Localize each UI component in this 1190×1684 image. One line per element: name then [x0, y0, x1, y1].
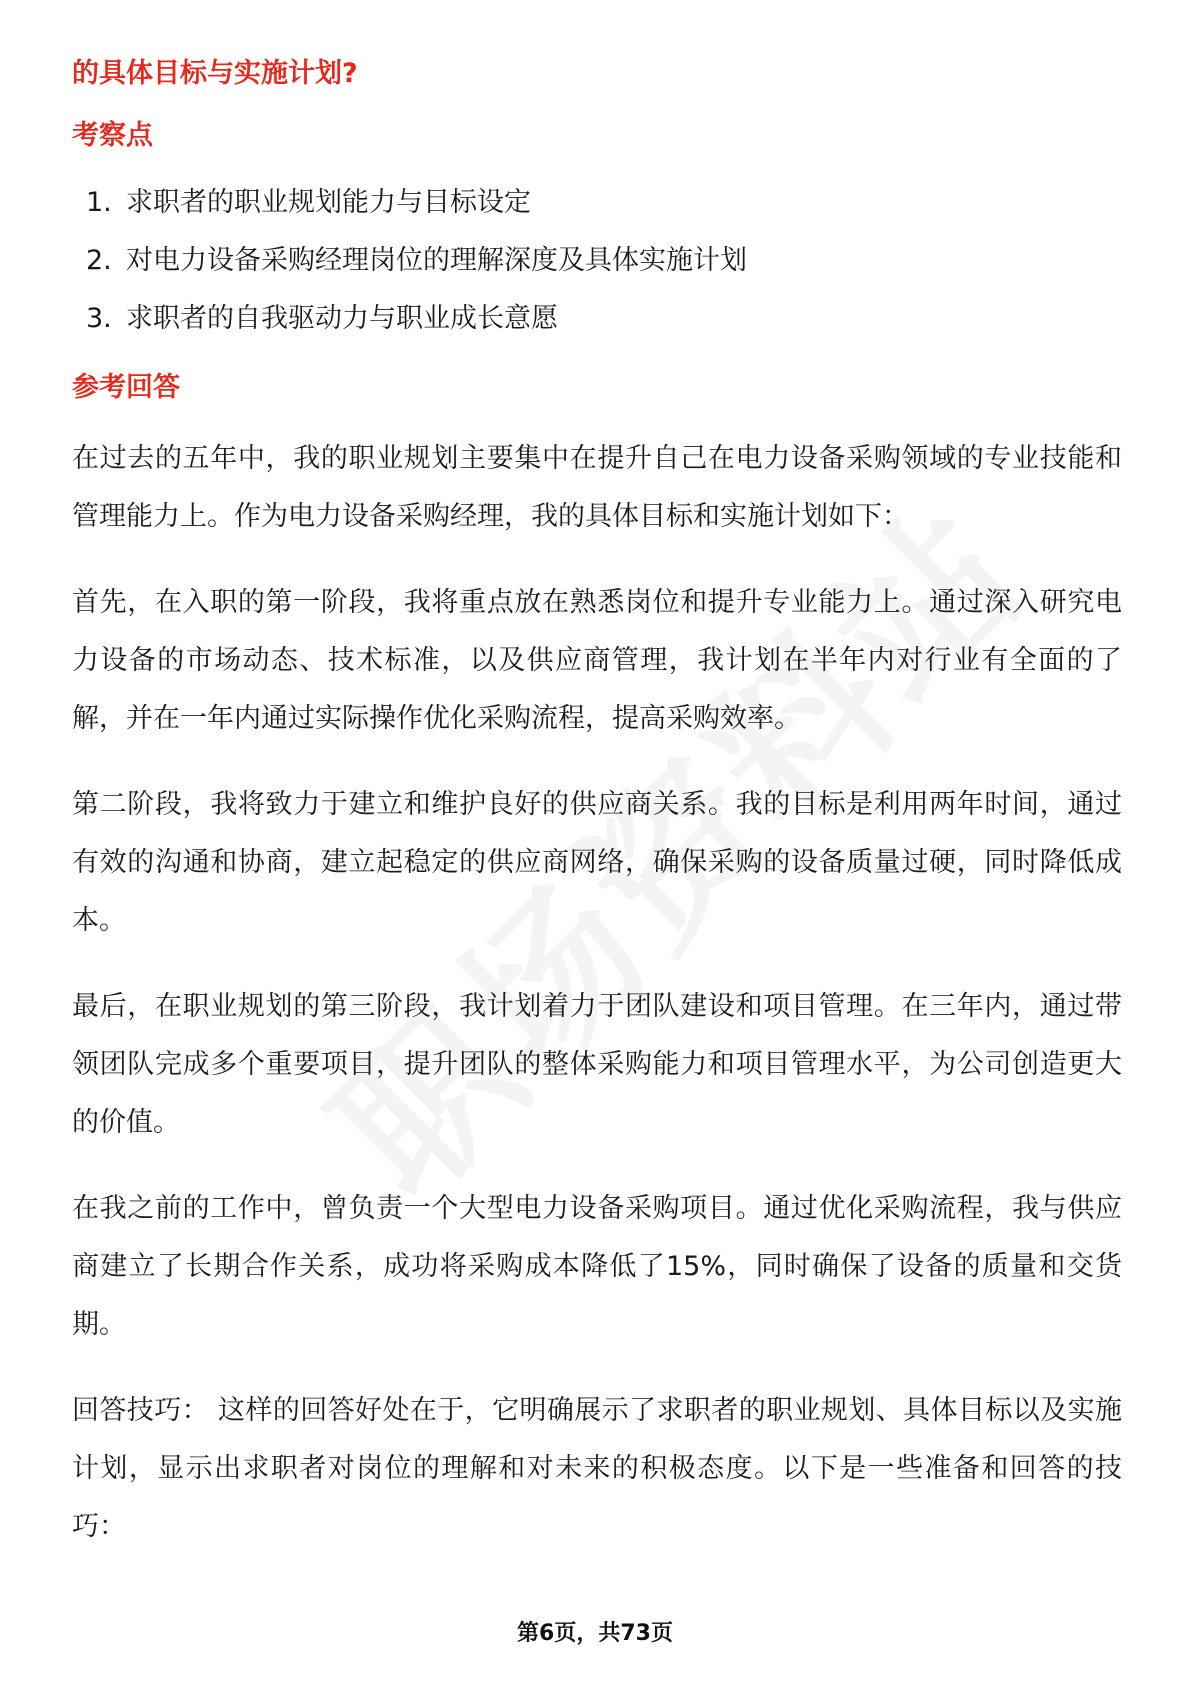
list-item-text: 求职者的自我驱动力与职业成长意愿	[126, 303, 558, 334]
list-item-number: 3.	[86, 303, 112, 334]
question-heading: 的具体目标与实施计划?	[72, 58, 358, 89]
list-item-text: 对电力设备采购经理岗位的理解深度及具体实施计划	[126, 245, 747, 276]
page-number-footer: 第6页，共73页	[517, 1621, 673, 1646]
answer-paragraph: 第二阶段，我将致力于建立和维护良好的供应商关系。我的目标是利用两年时间，通过有效的沟通和协商，建立起稳定的供应商网络，确保采购的设备质量过硬，同时降低成本。	[72, 789, 1122, 936]
answer-paragraph: 最后，在职业规划的第三阶段，我计划着力于团队建设和项目管理。在三年内，通过带领团队完成多个重要项目，提升团队的整体采购能力和项目管理水平，为公司创造更大的价值。	[72, 991, 1122, 1138]
section-title-answer: 参考回答	[72, 372, 180, 403]
answer-paragraph: 首先，在入职的第一阶段，我将重点放在熟悉岗位和提升专业能力上。通过深入研究电力设备的市场动态、技术标准，以及供应商管理，我计划在半年内对行业有全面的了解，并在一年内通过实际操作优化采购流程，提高采购效率。	[72, 587, 1122, 734]
list-item-number: 1.	[86, 187, 112, 218]
section-title-points: 考察点	[72, 120, 153, 151]
list-item-number: 2.	[86, 245, 112, 276]
list-item	[72, 174, 1122, 232]
answer-tips-paragraph: 回答技巧： 这样的回答好处在于，它明确展示了求职者的职业规划、具体目标以及实施计划，显示出求职者对岗位的理解和对未来的积极态度。以下是一些准备和回答的技巧：	[72, 1395, 1122, 1542]
points-list	[72, 174, 1122, 348]
answer-paragraph: 在我之前的工作中，曾负责一个大型电力设备采购项目。通过优化采购流程，我与供应商建立了长期合作关系，成功将采购成本降低了15%，同时确保了设备的质量和交货期。	[72, 1193, 1122, 1340]
answer-paragraph: 在过去的五年中，我的职业规划主要集中在提升自己在电力设备采购领域的专业技能和管理能力上。作为电力设备采购经理，我的具体目标和实施计划如下：	[72, 443, 1122, 532]
list-item	[72, 290, 1122, 348]
page-content	[72, 54, 1122, 1584]
list-item-text: 求职者的职业规划能力与目标设定	[126, 187, 531, 218]
list-item	[72, 232, 1122, 290]
